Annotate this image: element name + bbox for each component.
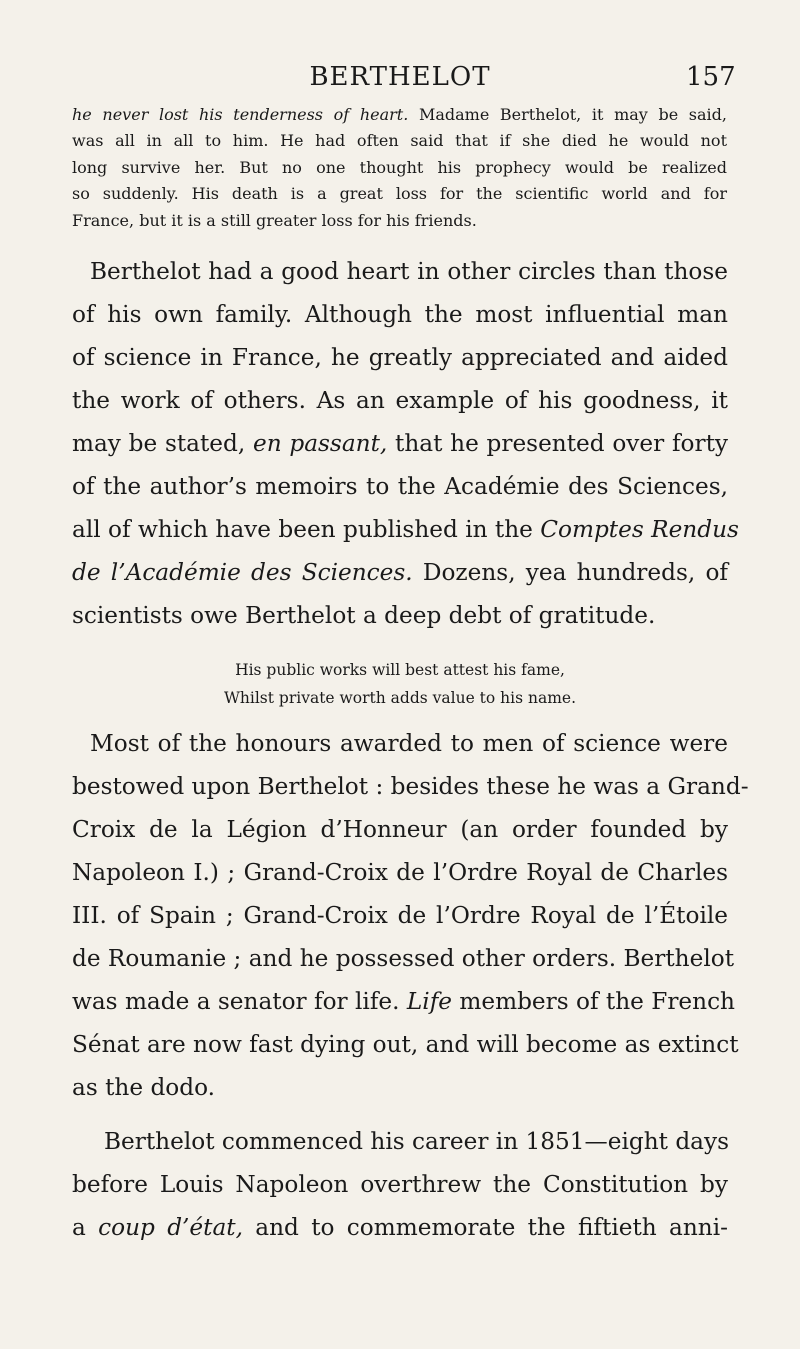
text-line [72,551,728,594]
page-number: 157 [686,62,736,92]
paragraph-good-heart [72,250,739,637]
text-line: Most of the honours awarded to men of science were [90,730,728,757]
text-fragment: was made a senator for life. [72,988,407,1015]
text-line: of science in France, he greatly appreciated and aided [72,344,728,371]
text-line [72,980,735,1023]
text-fragment: that he presented over forty [387,430,728,457]
text-line: was all in all to him. He had often said that if she died he would not [72,131,727,151]
text-line: Berthelot had a good heart in other circles than those [90,258,728,285]
text-line [72,1206,728,1249]
text-line: before Louis Napoleon overthrew the Constitution by [72,1171,728,1198]
text-fragment: a [72,1214,99,1241]
text-line: Croix de la Légion d’Honneur (an order founded by [72,816,728,843]
italic-phrase: Life [406,988,452,1015]
text-line: of his own family. Although the most influential man [72,301,728,328]
text-line [72,422,728,465]
paragraph-honours [72,722,749,1109]
text-line: Sénat are now fast dying out, and will become as extinct [72,1031,739,1058]
text-line: bestowed upon Berthelot : besides these he was a Grand- [72,773,749,800]
paragraph-career [72,1120,728,1249]
text-fragment: all of which have been published in the [72,516,541,543]
italic-phrase: Comptes Rendus [540,516,739,543]
quoted-paragraph [72,102,727,234]
text-line: France, but it is a still greater loss for his friends. [72,210,477,230]
text-line: as the dodo. [72,1074,216,1101]
text-line: so suddenly. His death is a great loss for the scientific world and for [72,184,727,204]
verse-line: Whilst private worth adds value to his name. [223,689,577,707]
italic-phrase: de l’Académie des Sciences. [72,559,413,586]
text-line: of the author’s memoirs to the Académie des Sciences, [72,473,728,500]
text-fragment: and to commemorate the fiftieth anni- [242,1214,728,1241]
text-line: Berthelot commenced his career in 1851—eight days [104,1128,729,1155]
text-line: III. of Spain ; Grand-Croix de l’Ordre Royal de l’Étoile [72,902,728,929]
text-line: Madame Berthelot, it may be said, [408,105,727,124]
text-line: de Roumanie ; and he possessed other orders. Berthelot [72,945,735,972]
verse-couplet [0,656,800,712]
text-line: Napoleon I.) ; Grand-Croix de l’Ordre Royal de Charles [72,859,728,886]
text-line: long survive her. But no one thought his prophecy would be realized [72,157,727,177]
italic-lead: he never lost his tenderness of heart. [72,105,409,124]
text-line [72,508,739,551]
running-title: BERTHELOT [309,62,491,92]
text-fragment: members of the French [452,988,735,1015]
text-fragment: may be stated, [72,430,253,457]
text-fragment: Dozens, yea hundreds, of [412,559,728,586]
italic-phrase: coup d’état, [98,1214,243,1241]
text-line: the work of others. As an example of his goodness, it [72,387,728,414]
verse-line: His public works will best attest his fame, [235,661,565,679]
text-line: scientists owe Berthelot a deep debt of gratitude. [72,602,656,629]
italic-phrase: en passant, [252,430,388,457]
